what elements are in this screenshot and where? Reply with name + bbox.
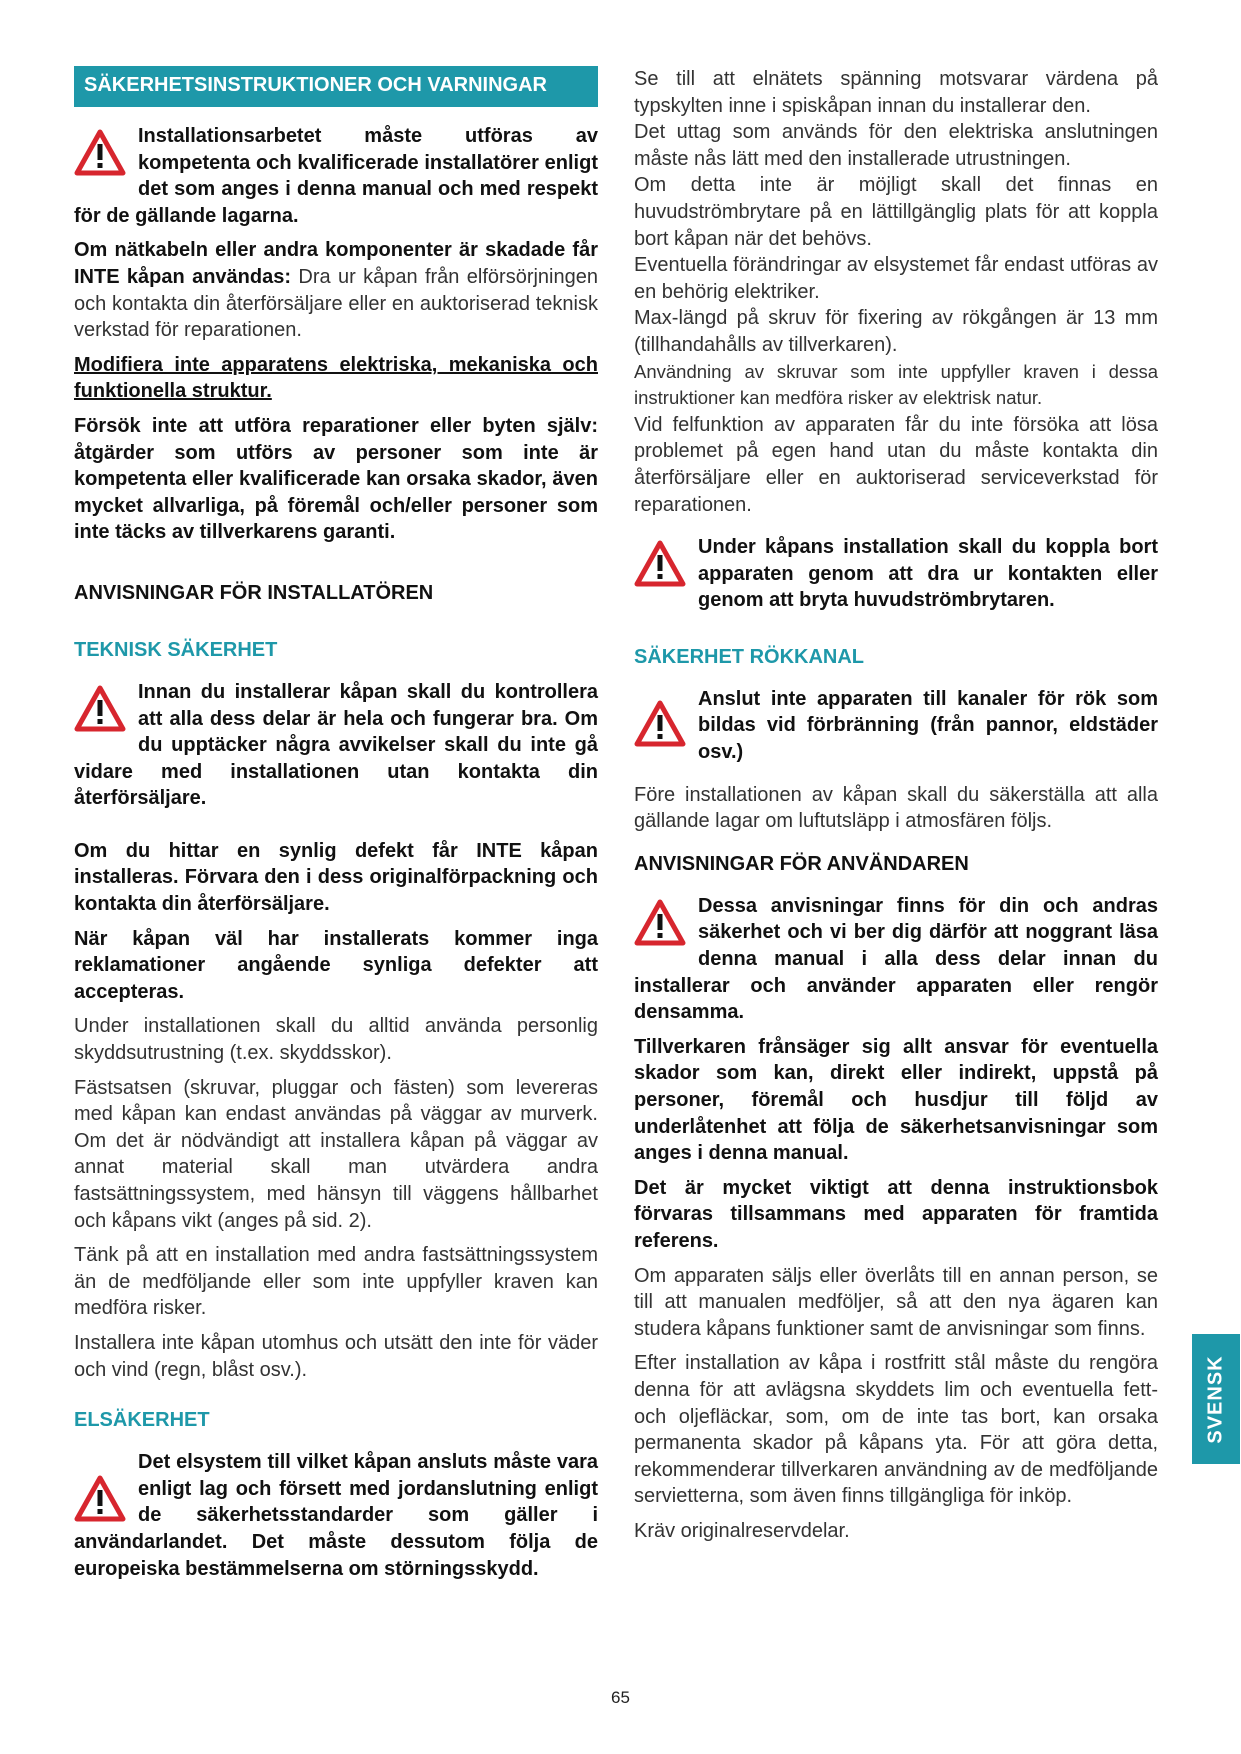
left-column — [74, 66, 598, 1590]
complaints-paragraph: När kåpan väl har installerats kommer inga reklamationer angående synliga defekter att accepteras. — [74, 927, 598, 1003]
warning-triangle-icon — [634, 540, 686, 588]
spare-parts-paragraph: Kräv originalreservdelar. — [634, 1519, 850, 1542]
warning-triangle-icon — [74, 1475, 126, 1523]
warning-triangle-icon — [634, 899, 686, 947]
warning-block-check — [74, 679, 598, 812]
warning-text-electrical: Det elsystem till vilket kåpan ansluts måste vara enligt lag och försett med jordanslutning enligt de säkerhetsstandarder som gäller i användarlandet. Det måste dessutom följa de europeiska bestämmelserna om störningsskydd. — [74, 1451, 598, 1580]
other-systems-paragraph: Tänk på att en installation med andra fastsättningssystem än de medföljande eller som inte uppfyller kraven kan medföra risker. — [74, 1244, 598, 1320]
outdoors-paragraph: Installera inte kåpan utomhus och utsätt den inte för väder och vind (regn, blåst osv.). — [74, 1331, 598, 1381]
electrical-heading: ELSÄKERHET — [74, 1409, 210, 1432]
right-column — [634, 66, 1158, 1545]
warning-text-flue: Anslut inte apparaten till kanaler för rök som bildas vid förbränning (från pannor, eldstäder osv.) — [698, 687, 1158, 764]
warning-block-installation — [74, 123, 598, 229]
liability-paragraph: Tillverkaren frånsäger sig allt ansvar för eventuella skador som kan, direkt eller indirekt, uppstå på personer, föremål och husdjur till följd av underlåtenhet att följa de säkerhetsanvisningar som anges i denna manual. — [634, 1035, 1158, 1165]
user-heading: ANVISNINGAR FÖR ANVÄNDAREN — [634, 852, 969, 875]
warning-block-disconnect — [634, 534, 1158, 614]
warning-text-installation: Installationsarbetet måste utföras av kompetenta och kvalificerade installatörer enligt det som anges i denna manual och med respekt för de gällande lagarna. — [74, 125, 598, 227]
warning-block-flue — [634, 686, 1158, 766]
warning-block-read — [634, 893, 1158, 1026]
stainless-paragraph: Efter installation av kåpa i rostfritt stål måste du rengöra denna för att avlägsna skyddets lim och eventuella fett- och oljefläckar, som, om de inte tas bort, kan orsaka permanenta skador på kåpans yta. För att göra detta, rekommenderar tillverkaren användning av de medföljande servietterna, som även finns tillgängliga för inköp. — [634, 1352, 1158, 1508]
screw-length-paragraph: Max-längd på skruv för fixering av rökgången är 13 mm (tillhandahålls av tillverkaren). — [634, 307, 1158, 356]
warning-text-read: Dessa anvisningar finns för din och andras säkerhet och vi ber dig därför att noggrant läsa denna manual i alla dess delar innan du installerar och använder apparaten eller rengör densamma. — [634, 894, 1158, 1024]
section-header-safety: SÄKERHETSINSTRUKTIONER OCH VARNINGAR — [74, 66, 598, 107]
page-number: 65 — [611, 1688, 630, 1707]
laws-paragraph: Före installationen av kåpan skall du säkerställa att alla gällande lagar om luftutsläpp i atmosfären följs. — [634, 783, 1158, 833]
warning-triangle-icon — [74, 685, 126, 733]
warning-text-check: Innan du installerar kåpan skall du kontrollera att alla dess delar är hela och fungerar bra. Om du upptäcker några avvikelser skall du inte gå vidare med installationen utan kontakta din återförsäljare. — [74, 680, 598, 810]
language-tab — [1192, 1334, 1240, 1464]
installer-heading: ANVISNINGAR FÖR INSTALLATÖREN — [74, 581, 434, 604]
defect-paragraph: Om du hittar en synlig defekt får INTE kåpan installeras. Förvara den i dess originalförpackning och kontakta din återförsäljare. — [74, 839, 598, 916]
socket-paragraph: Det uttag som används för den elektriska anslutningen måste nås lätt med den installerade utrustningen. — [634, 121, 1158, 170]
modify-paragraph: Modifiera inte apparatens elektriska, mekaniska och funktionella struktur. — [74, 353, 598, 403]
voltage-paragraph: Se till att elnätets spänning motsvarar värdena på typskylten inne i spiskåpan innan du installerar den. — [634, 68, 1158, 117]
technical-heading: TEKNISK SÄKERHET — [74, 638, 278, 661]
sold-paragraph: Om apparaten säljs eller överlåts till en annan person, se till att manualen medföljer, så att den nya ägaren kan studera kåpans funktioner samt de anvisningar som finns. — [634, 1264, 1158, 1340]
protective-paragraph: Under installationen skall du alltid använda personlig skyddsutrustning (t.ex. skyddsskor). — [74, 1015, 598, 1065]
cable-light: Dra ur kåpan från elförsörjningen och kontakta din återförsäljare eller en auktoriserad teknisk verkstad för reparationen. — [74, 265, 598, 342]
fixing-kit-paragraph: Fästsatsen (skruvar, pluggar och fästen) som levereras med kåpan kan endast användas på väggar av murverk. Om det är nödvändigt att installera kåpan på väggar av annat material skall man utvärdera andra fastsättningssystem, med hänsyn till väggens hållbarhet och kåpans vikt (anges på sid. 2). — [74, 1076, 598, 1232]
keep-book-paragraph: Det är mycket viktigt att denna instruktionsbok förvaras tillsammans med apparaten för framtida referens. — [634, 1176, 1158, 1252]
repairs-paragraph: Försök inte att utföra reparationer eller byten själv: åtgärder som utförs av personer som inte är kompetenta eller kvalificerade kan orsaka skador, även mycket allvarliga, på föremål och/eller personer som inte täcks av tillverkarens garanti. — [74, 414, 598, 544]
warning-triangle-icon — [634, 700, 686, 748]
screws-risk-paragraph: Användning av skruvar som inte uppfyller kraven i dessa instruktioner kan medföra risker av elektrisk natur. — [634, 360, 1158, 409]
flue-heading: SÄKERHET RÖKKANAL — [634, 645, 864, 668]
malfunction-paragraph: Vid felfunktion av apparaten får du inte försöka att lösa problemet på egen hand utan du måste kontakta din återförsäljare eller en auktoriserad serviceverkstad för reparationen. — [634, 413, 1158, 516]
switch-paragraph: Om detta inte är möjligt skall det finnas en huvudströmbrytare på en lättillgänglig plats för att koppla bort kåpan när det behövs. — [634, 174, 1158, 250]
cable-paragraph — [74, 237, 598, 343]
warning-block-electrical — [74, 1449, 598, 1582]
warning-text-disconnect: Under kåpans installation skall du koppla bort apparaten genom att dra ur kontakten eller genom att bryta huvudströmbrytaren. — [698, 536, 1158, 612]
language-tab-label: SVENSK — [1204, 1354, 1227, 1444]
warning-triangle-icon — [74, 129, 126, 177]
cable-bold: Om nätkabeln eller andra komponenter är skadade får INTE kåpan användas: — [74, 239, 598, 288]
electrician-paragraph: Eventuella förändringar av elsystemet får endast utföras av en behörig elektriker. — [634, 254, 1158, 303]
